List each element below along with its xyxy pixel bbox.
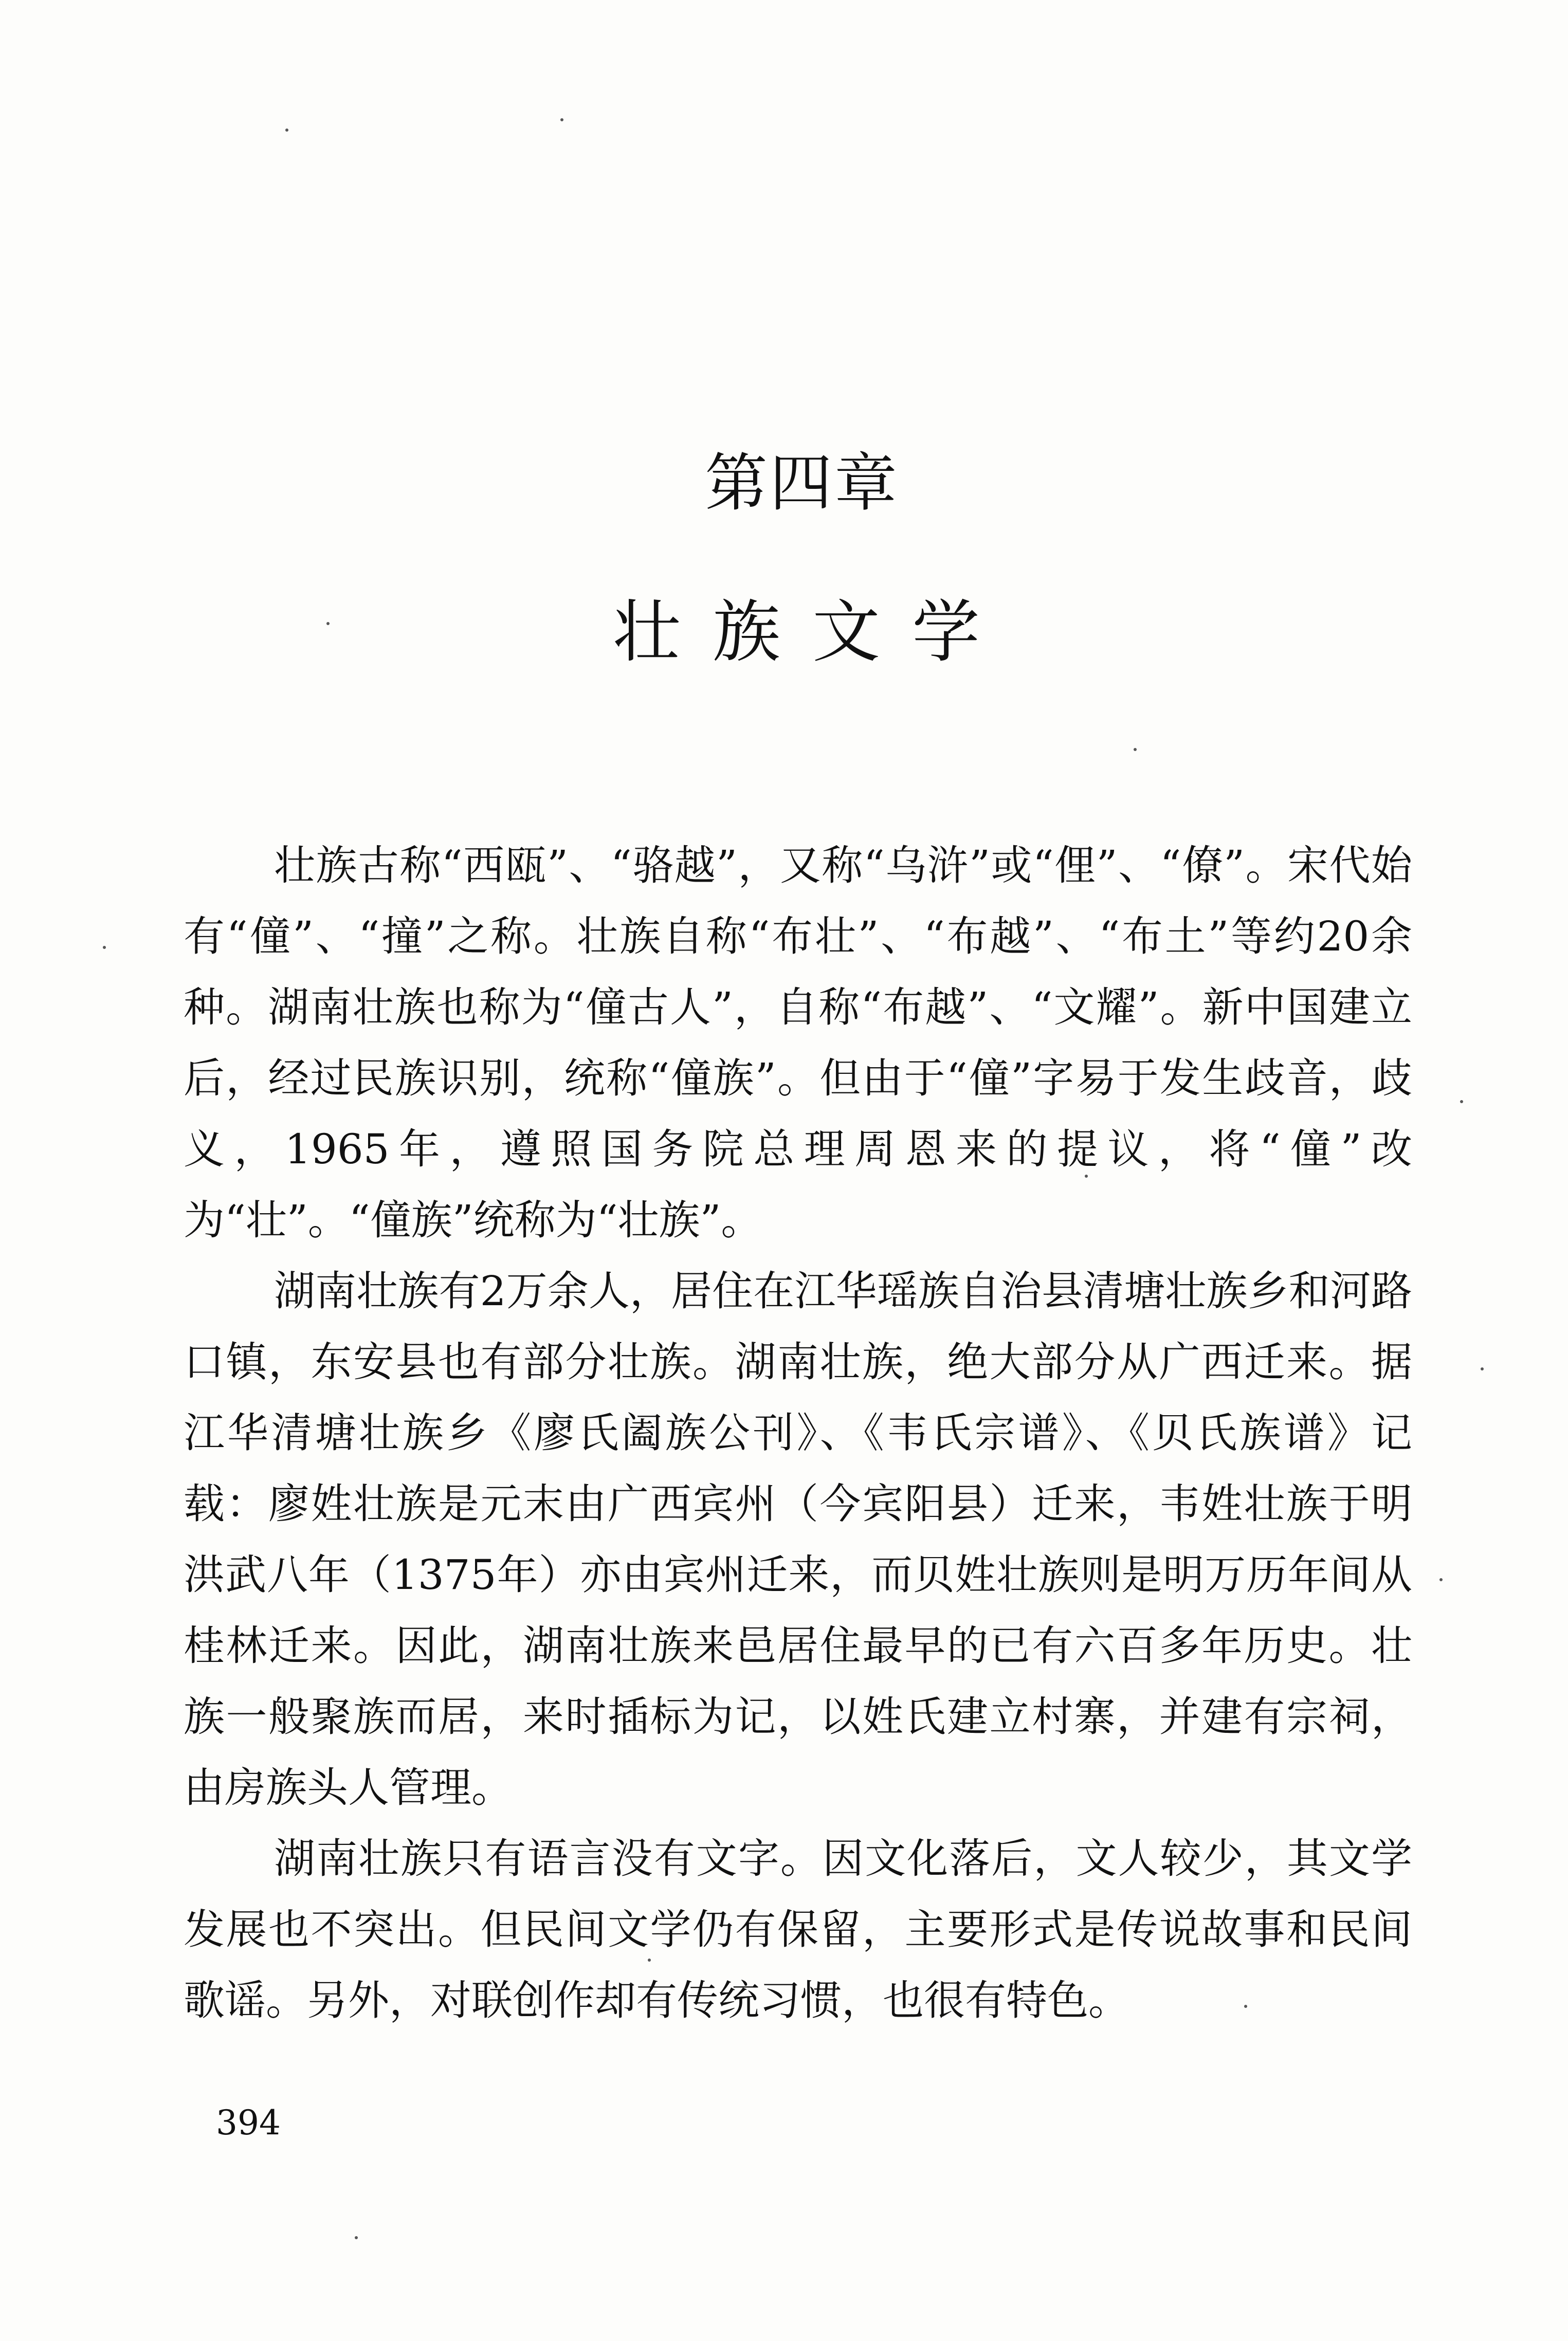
page-number: 394 <box>216 2103 281 2143</box>
body-text <box>184 830 1412 2036</box>
scan-speck <box>355 2236 358 2239</box>
scan-speck <box>103 946 106 949</box>
scan-speck <box>1134 748 1137 751</box>
chapter-number: 第四章 <box>705 447 899 520</box>
paragraph-3: 湖南壮族只有语言没有文字。因文化落后，文人较少，其文学发展也不突出。但民间文学仍有保留，主要形式是传说故事和民间歌谣。另外，对联创作却有传统习惯，也很有特色。 <box>184 1835 1412 2024</box>
scan-speck <box>1460 1100 1463 1103</box>
scan-speck <box>1439 1578 1443 1581</box>
scan-speck <box>1085 1175 1088 1178</box>
scan-speck <box>648 1959 651 1962</box>
scan-speck <box>560 118 563 121</box>
paragraph-1: 壮族古称“西瓯”、“骆越”，又称“乌浒”或“俚”、“僚”。宋代始有“僮”、“撞”之称。壮族自称“布壮”、“布越”、“布土”等约20余种。湖南壮族也称为“僮古人”，自称“布越”、“文耀”。新中国建立后，经过民族识别，统称“僮族”。但由于“僮”字易于发生歧音，歧义，1965年，遵照国务院总理周恩来的提议，将“僮”改为“壮”。“僮族”统称为“壮族”。 <box>184 842 1412 1244</box>
scan-speck <box>1244 2005 1247 2008</box>
scan-speck <box>1481 1367 1484 1370</box>
chapter-title: 壮族文学 <box>613 593 1012 672</box>
scan-speck <box>326 622 330 625</box>
scan-speck <box>285 129 288 132</box>
paragraph-2: 湖南壮族有2万余人，居住在江华瑶族自治县清塘壮族乡和河路口镇，东安县也有部分壮族。湖南壮族，绝大部分从广西迁来。据江华清塘壮族乡《廖氏阖族公刊》、《韦氏宗谱》、《贝氏族谱》记载：廖姓壮族是元末由广西宾州（今宾阳县）迁来，韦姓壮族于明洪武八年（1375年）亦由宾州迁来，而贝姓壮族则是明万历年间从桂林迁来。因此，湖南壮族来邑居住最早的已有六百多年历史。壮族一般聚族而居，来时插标为记，以姓氏建立村寨，并建有宗祠，由房族头人管理。 <box>184 1267 1412 1812</box>
